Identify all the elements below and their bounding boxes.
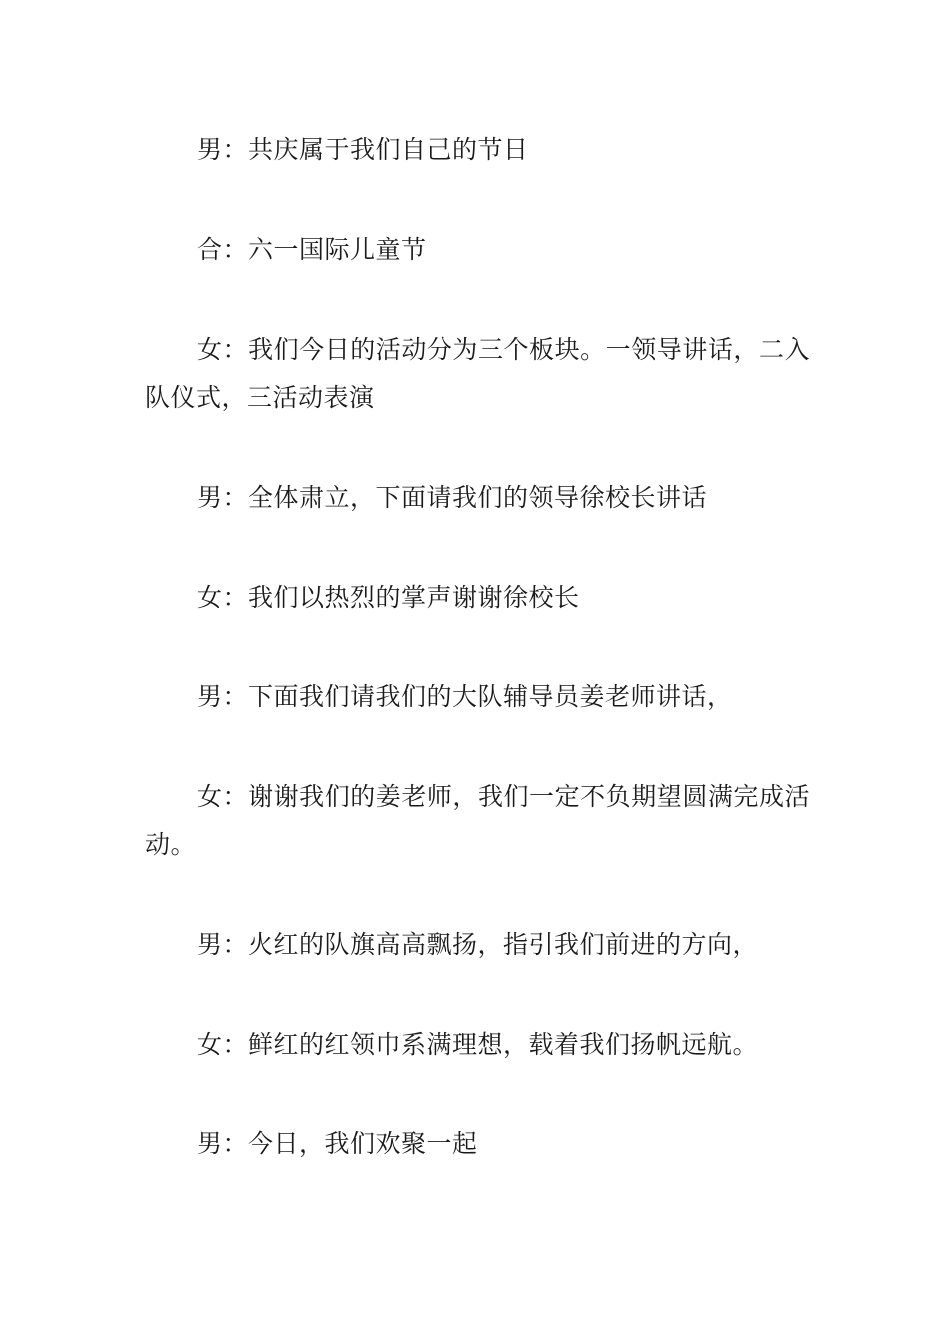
paragraph: 男：火红的队旗高高飘扬，指引我们前进的方向， <box>197 930 759 959</box>
paragraph: 女：谢谢我们的姜老师，我们一定不负期望圆满完成活动。 <box>145 782 810 859</box>
paragraph: 男：今日，我们欢聚一起 <box>197 1129 478 1158</box>
paragraph: 男：下面我们请我们的大队辅导员姜老师讲话， <box>197 682 733 711</box>
paragraph: 男：共庆属于我们自己的节日 <box>197 135 529 164</box>
paragraph: 男：全体肃立，下面请我们的领导徐校长讲话 <box>197 483 708 512</box>
paragraph: 合：六一国际儿童节 <box>197 235 427 264</box>
paragraph: 女：我们以热烈的掌声谢谢徐校长 <box>197 583 580 612</box>
paragraph: 女：鲜红的红领巾系满理想，载着我们扬帆远航。 <box>197 1030 759 1059</box>
paragraph: 女：我们今日的活动分为三个板块。一领导讲话，二入队仪式，三活动表演 <box>145 335 810 412</box>
